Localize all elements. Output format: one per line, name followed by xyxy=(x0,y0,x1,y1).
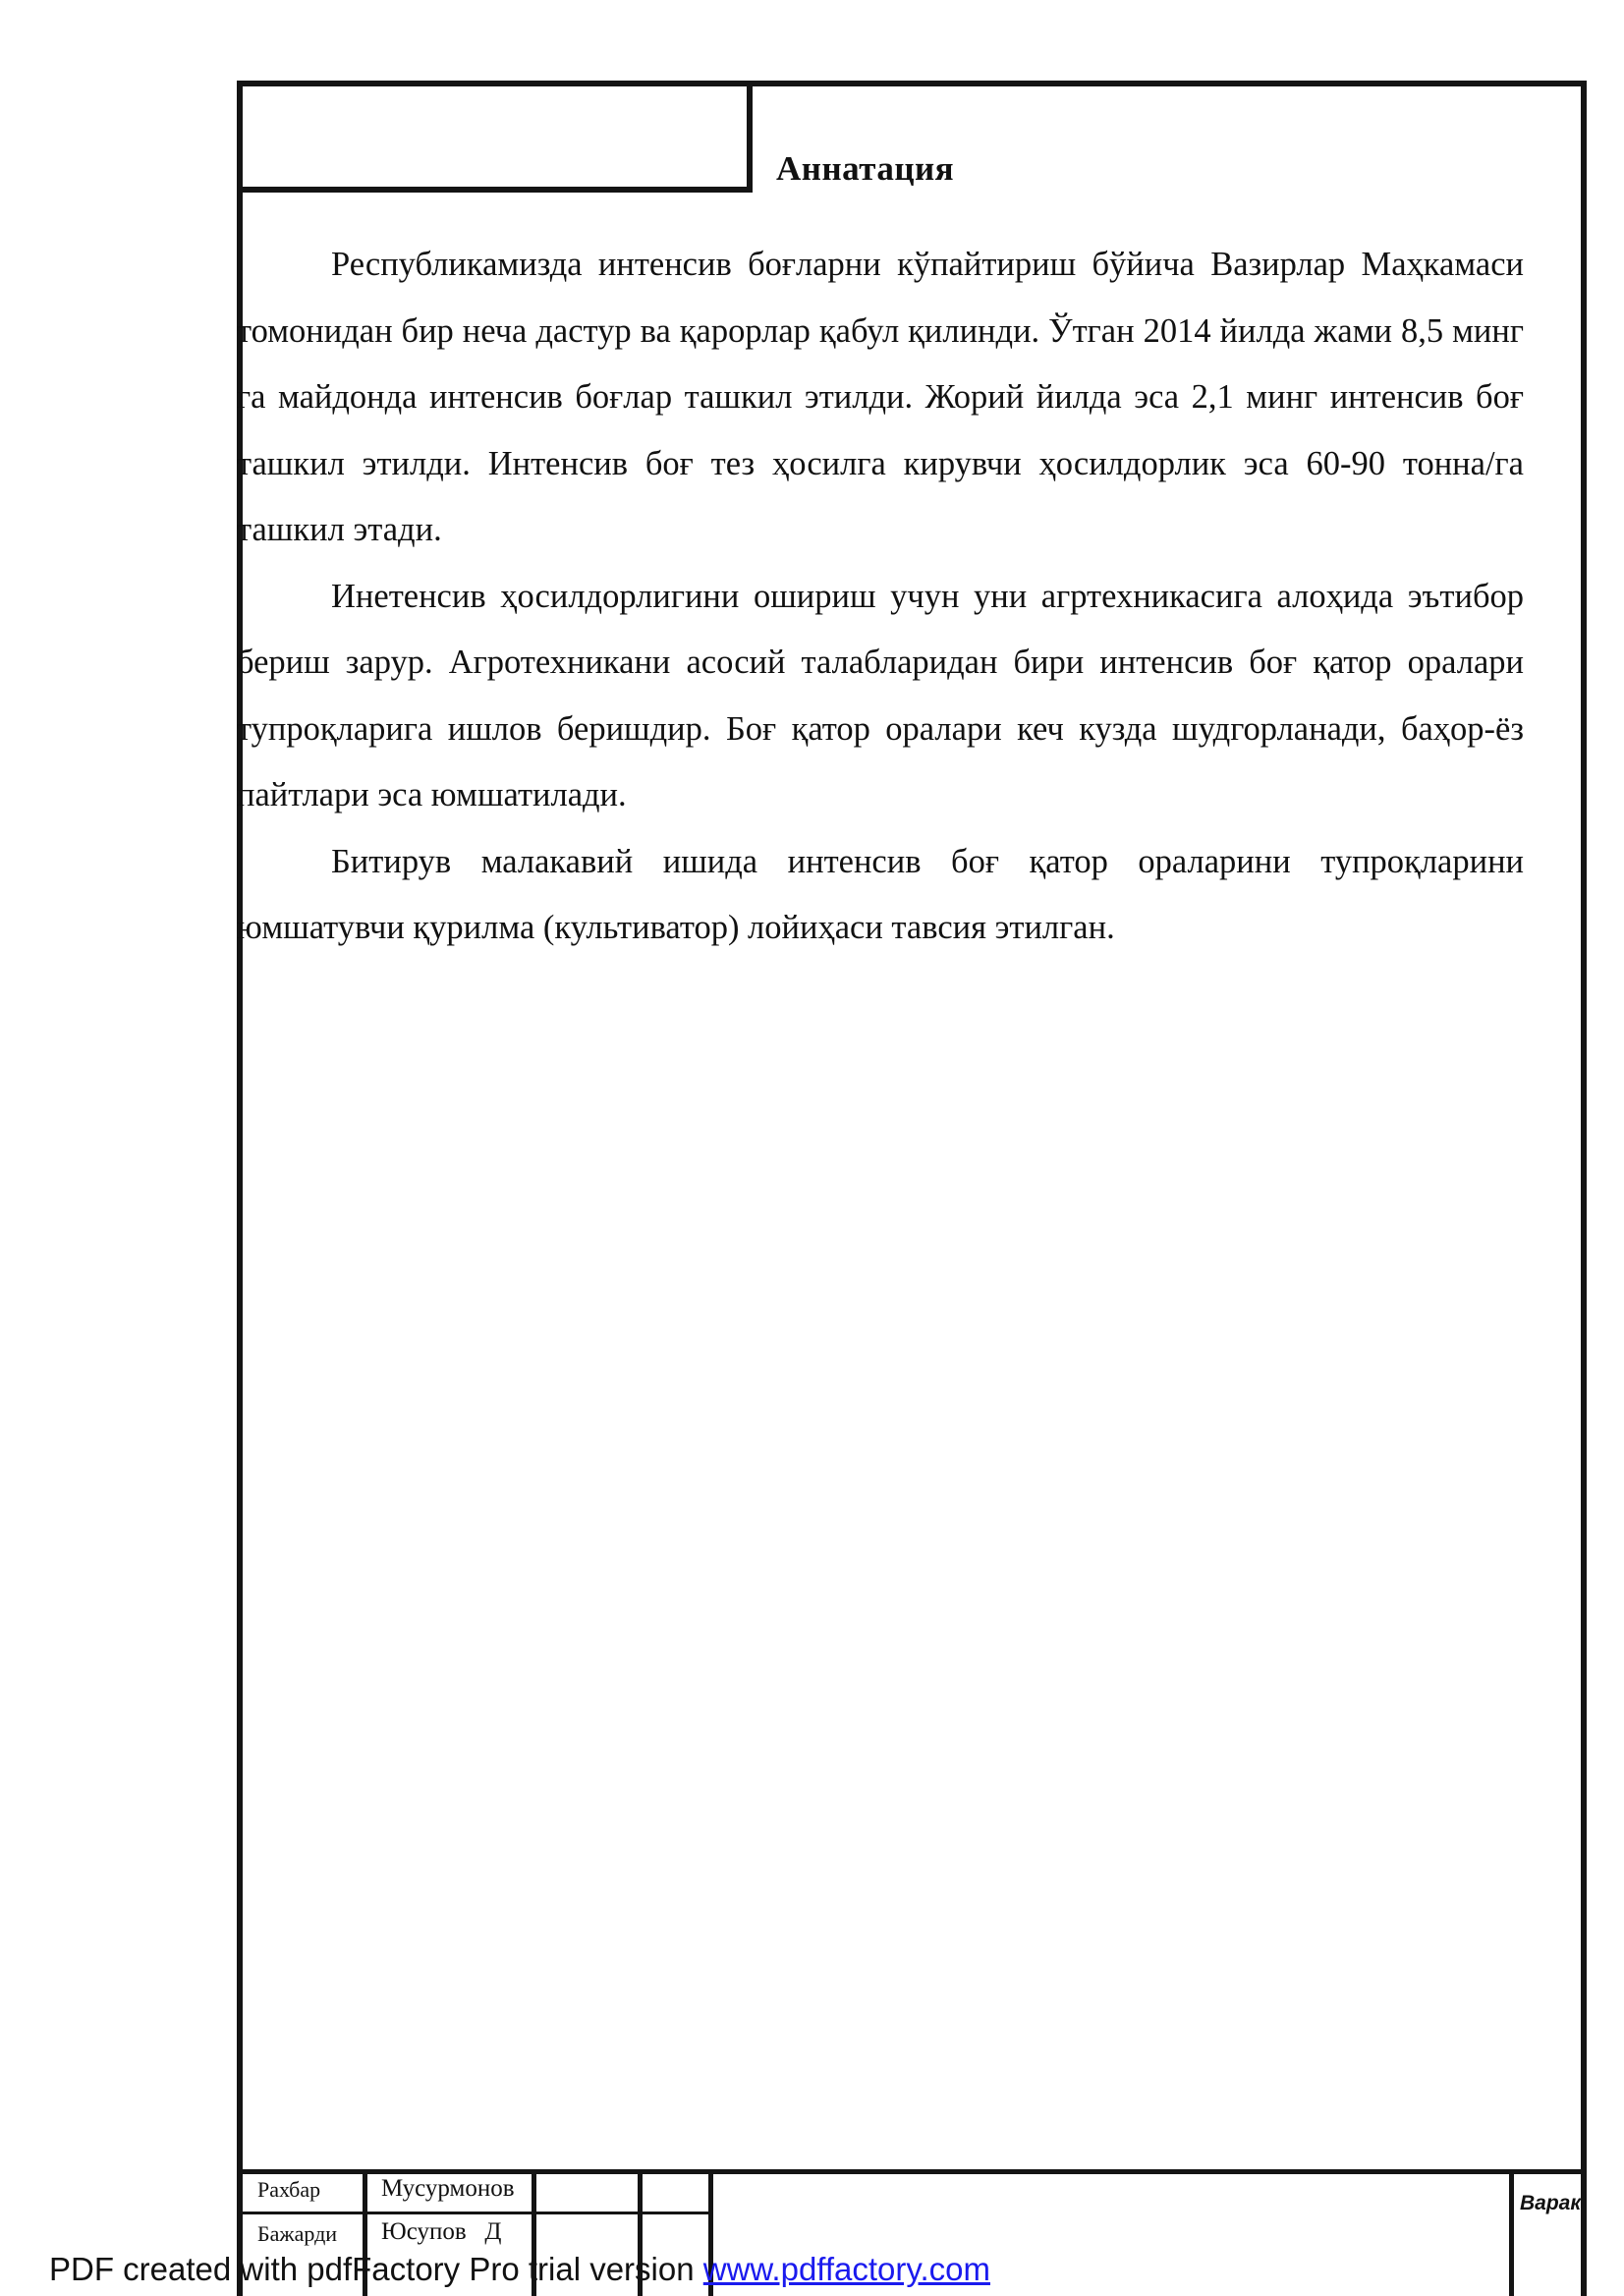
title-block-top-line xyxy=(237,2169,1587,2174)
paragraph: Битирув малакавий ишида интенсив боғ қатор ораларини тупроқларини юмшатувчи қурилма (культиватор) лойиҳаси тавсия этилган. xyxy=(237,842,1524,946)
title-block-name: Мусурмонов xyxy=(381,2175,515,2202)
paragraph: Инетенсив ҳосилдорлигини ошириш учун уни агртехникасига алоҳида эътибор бериш зарур. Агротехникани асосий талабларидан бири интенсив боғ қатор оралари тупроқларига ишлов беришдир. Боғ қатор оралари кеч кузда шудгорланади, баҳор-ёз пайтлари эса юмшатилади. xyxy=(237,577,1524,813)
footer-link[interactable]: www.pdffactory.com xyxy=(702,2251,990,2287)
footer-text: PDF created with pdfFactory Pro trial version xyxy=(49,2251,695,2287)
sheet-label: Варак xyxy=(1520,2192,1581,2214)
title-block-role: Бажарди xyxy=(257,2221,338,2246)
corner-stamp-box xyxy=(237,81,753,193)
body-text xyxy=(237,232,1524,962)
title-block-divider xyxy=(1509,2169,1514,2296)
page-title: Аннатация xyxy=(776,149,955,188)
pdf-footer-note xyxy=(49,2251,990,2288)
title-block-name: Юсупов Д xyxy=(381,2218,502,2245)
title-block-role: Рахбар xyxy=(257,2177,321,2202)
paragraph: Республикамизда интенсив боғларни кўпайтириш бўйича Вазирлар Маҳкамаси томонидан бир неча дастур ва қарорлар қабул қилинди. Ўтган 2014 йилда жами 8,5 минг га майдонда интенсив боғлар ташкил этилди. Жорий йилда эса 2,1 минг интенсив боғ ташкил этилди. Интенсив боғ тез ҳосилга кирувчи ҳосилдорлик эса 60-90 тонна/га ташкил этади. xyxy=(237,246,1524,548)
